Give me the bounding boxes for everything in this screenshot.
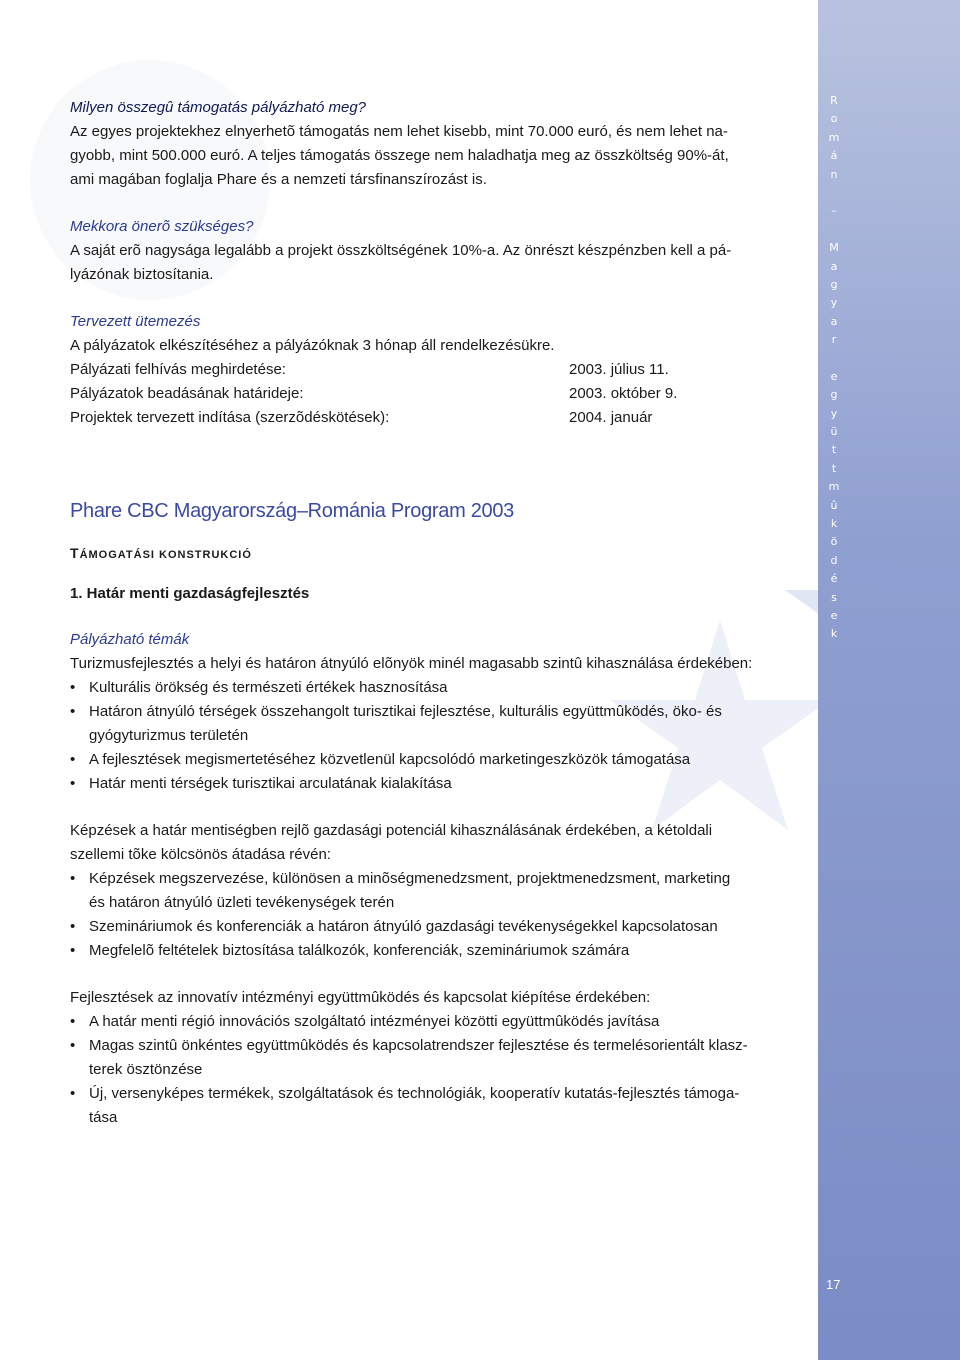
paragraph-line: Az egyes projektekhez elnyerhetõ támogatás nem lehet kisebb, mint 70.000 euró, és nem lehet na- xyxy=(70,123,728,140)
list-item xyxy=(70,939,798,963)
section-title: 1. Határ menti gazdaságfejlesztés xyxy=(70,585,310,602)
topics-intro: Turizmusfejlesztés a helyi és határon átnyúló elõnyök minél magasabb szintû kihasználása érdekében: xyxy=(70,655,753,672)
vertical-title-letter: n xyxy=(830,167,838,181)
vertical-title-letter: o xyxy=(830,112,838,126)
program-title: Phare CBC Magyarország–Románia Program 2003 xyxy=(70,500,514,522)
list-item xyxy=(70,700,798,748)
vertical-title-letter: m xyxy=(828,480,840,494)
list-item-line: • Szemináriumok és konferenciák a határon átnyúló gazdasági tevékenységekkel kapcsolatosan xyxy=(89,918,718,935)
list-item-line: • Új, versenyképes termékek, szolgáltatások és technológiák, kooperatív kutatás-fejlesztés támoga- xyxy=(89,1085,740,1102)
vertical-title-letter: á xyxy=(830,149,838,163)
paragraph-line: szellemi tõke kölcsönös átadása révén: xyxy=(70,846,331,863)
vertical-title-letter xyxy=(824,184,844,202)
vertical-title-letter: M xyxy=(829,241,839,255)
list-item xyxy=(70,867,798,915)
vertical-title-letter: y xyxy=(830,406,838,420)
vertical-title-letter: ü xyxy=(830,425,838,439)
list-item-line: • Kulturális örökség és természeti értékek hasznosítása xyxy=(89,679,448,696)
list-item xyxy=(70,676,798,700)
vertical-title-letter: k xyxy=(830,516,838,530)
vertical-title-letter xyxy=(824,221,844,239)
vertical-title-letter: e xyxy=(830,608,838,622)
schedule-value: 2003. október 9. xyxy=(569,385,678,402)
list-item xyxy=(70,1034,798,1082)
sidebar-band xyxy=(818,0,960,1360)
list-item-line: • Határon átnyúló térségek összehangolt turisztikai fejlesztése, kulturális együttmûködés, öko- és xyxy=(89,703,722,720)
vertical-title-letter: m xyxy=(828,130,840,144)
schedule-value: 2003. július 11. xyxy=(569,361,669,378)
vertical-title-letter: ö xyxy=(830,535,838,549)
list-item-line: • A fejlesztések megismertetéséhez közvetlenül kapcsolódó marketingeszközök támogatása xyxy=(89,751,691,768)
vertical-title-letter xyxy=(824,349,844,367)
topics-heading: Pályázható témák xyxy=(70,631,190,648)
heading-support-amount: Milyen összegû támogatás pályázható meg? xyxy=(70,99,367,116)
vertical-title-letter: t xyxy=(831,443,837,457)
heading-schedule: Tervezett ütemezés xyxy=(70,313,201,330)
paragraph-line: lyázónak biztosítania. xyxy=(70,266,214,283)
paragraph-line: ami magában foglalja Phare és a nemzeti társfinanszírozást is. xyxy=(70,171,487,188)
vertical-title-letter: û xyxy=(830,498,838,512)
vertical-title-letter: d xyxy=(830,553,838,567)
list-item-line: • Határ menti térségek turisztikai arculatának kialakítása xyxy=(89,775,452,792)
list-item xyxy=(70,1010,798,1034)
vertical-title-letter: R xyxy=(830,94,838,107)
paragraph-line: gyobb, mint 500.000 euró. A teljes támogatás összege nem haladhatja meg az összköltség 90%-át, xyxy=(70,147,729,164)
list-item-line: • Megfelelõ feltételek biztosítása találkozók, konferenciák, szemináriumok számára xyxy=(89,942,630,959)
vertical-title-letter: é xyxy=(830,572,838,586)
list-item-line: • A határ menti régió innovációs szolgáltató intézményei közötti együttmûködés javítása xyxy=(89,1013,660,1030)
schedule-label: Projektek tervezett indítása (szerzõdéskötések): xyxy=(70,409,390,426)
innovation-intro: Fejlesztések az innovatív intézményi együttmûködés és kapcsolat kiépítése érdekében: xyxy=(70,989,651,1006)
list-item xyxy=(70,1082,798,1130)
list-item-line: terek ösztönzése xyxy=(89,1061,203,1078)
vertical-title-letter: t xyxy=(831,461,837,475)
construction-heading-rest: ÁMOGATÁSI KONSTRUKCIÓ xyxy=(79,549,252,561)
vertical-title-letter: – xyxy=(831,204,837,218)
list-item xyxy=(70,915,798,939)
main-content xyxy=(70,96,798,1130)
schedule-intro: A pályázatok elkészítéséhez a pályázóknak 3 hónap áll rendelkezésükre. xyxy=(70,337,555,354)
construction-heading xyxy=(70,545,798,561)
schedule-label: Pályázati felhívás meghirdetése: xyxy=(70,361,286,378)
vertical-title-letter: r xyxy=(831,333,837,347)
list-item-line: gyógyturizmus területén xyxy=(89,727,249,744)
bullet-list-training xyxy=(70,867,798,963)
vertical-title-letter: g xyxy=(830,277,838,291)
list-item-line: • Képzések megszervezése, különösen a minõségmenedzsment, projektmenedzsment, marketing xyxy=(89,870,731,887)
vertical-title-letter: s xyxy=(831,590,837,604)
paragraph-line: A saját erõ nagysága legalább a projekt összköltségének 10%-a. Az önrészt készpénzben kell a pá- xyxy=(70,242,732,259)
schedule-label: Pályázatok beadásának határideje: xyxy=(70,385,304,402)
bullet-list-tourism xyxy=(70,676,798,796)
bullet-list-innovation xyxy=(70,1010,798,1130)
list-item-line: tása xyxy=(89,1109,118,1126)
heading-own-contribution: Mekkora önerõ szükséges? xyxy=(70,218,254,235)
list-item xyxy=(70,748,798,772)
vertical-title-letter: e xyxy=(830,369,838,383)
list-item xyxy=(70,772,798,796)
construction-heading-initial: T xyxy=(70,545,80,561)
paragraph-line: Képzések a határ mentiségben rejlõ gazdasági potenciál kihasználásának érdekében, a kétoldali xyxy=(70,822,713,839)
vertical-title-letter: a xyxy=(830,259,838,273)
table-row xyxy=(70,358,677,382)
vertical-title-letter: k xyxy=(830,627,838,641)
schedule-value: 2004. január xyxy=(569,409,653,426)
table-row xyxy=(70,406,677,430)
vertical-title xyxy=(824,92,844,644)
schedule-table xyxy=(70,358,677,430)
page-number: 17 xyxy=(826,1277,841,1292)
vertical-title-letter: a xyxy=(830,314,838,328)
list-item-line: • Magas szintû önkéntes együttmûködés és kapcsolatrendszer fejlesztése és termelésorientált klasz- xyxy=(89,1037,748,1054)
vertical-title-letter: g xyxy=(830,388,838,402)
vertical-title-letter: y xyxy=(830,296,838,310)
table-row xyxy=(70,382,677,406)
list-item-line: és határon átnyúló üzleti tevékenységek terén xyxy=(89,894,395,911)
